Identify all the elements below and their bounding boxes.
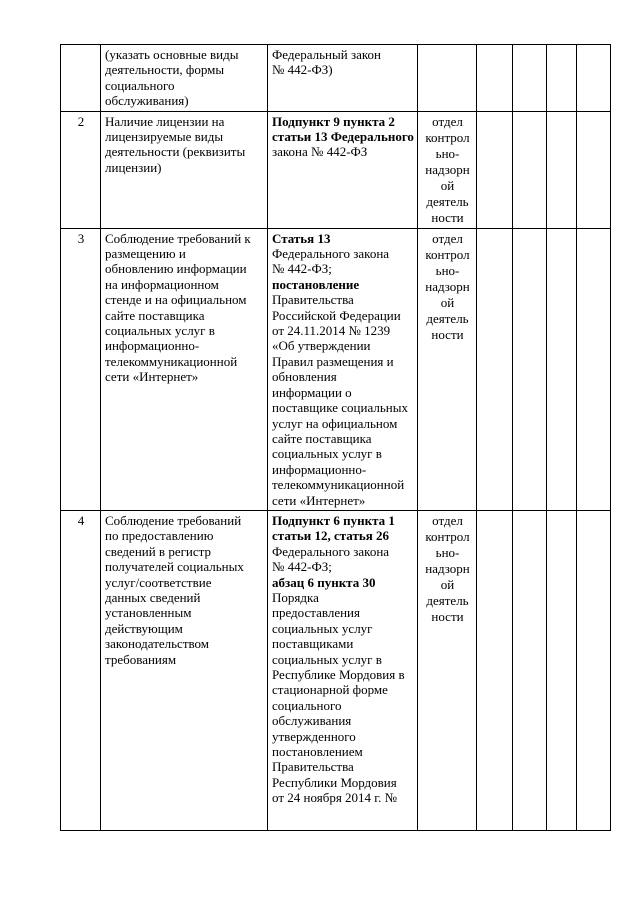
legal-basis-text-line: утвержденного	[272, 728, 356, 744]
row-number: 2	[77, 113, 85, 129]
requirement-text-line: обслуживания)	[105, 93, 189, 109]
requirement-text-line: получателей социальных	[105, 559, 244, 575]
department-text-line: контрол	[425, 246, 470, 262]
legal-basis-text-line: Правил размещения и	[272, 353, 394, 369]
legal-basis-cell	[268, 111, 418, 228]
requirement-text-line: на информационном	[105, 276, 219, 292]
legal-basis-text-line: социальных услуг	[272, 620, 373, 636]
legal-basis-text-line: Республике Мордовия в	[272, 667, 405, 682]
row-number: 4	[77, 512, 85, 528]
requirement-text-line: размещению и	[105, 246, 186, 262]
legal-basis-text-line: постановлением	[272, 744, 363, 760]
legal-basis-text-line: социальных услуг в	[272, 651, 382, 667]
department-text-line: ой	[440, 177, 455, 193]
legal-basis-text-line: Федеральный закон	[272, 47, 381, 62]
department-cell	[418, 45, 477, 112]
department-text-line: отдел	[432, 113, 463, 129]
requirement-text-line: по предоставлению	[105, 528, 214, 544]
legal-basis-text-line: поставщиками	[272, 636, 354, 652]
department-text-line: надзорн	[425, 560, 470, 576]
legal-basis-text-line: поставщике социальных	[272, 400, 408, 416]
legal-basis-text-line: Федерального закона	[272, 246, 390, 262]
empty-cell	[547, 45, 577, 112]
legal-basis-text-line: № 442-ФЗ;	[272, 559, 332, 575]
requirement-text-line: лицензируемые виды	[105, 129, 224, 145]
requirement-text-line: Соблюдение требований к	[105, 230, 251, 246]
department-text-line: ности	[431, 608, 464, 624]
legal-basis-text-line: Подпункт 9 пункта 2	[272, 113, 395, 129]
legal-basis-text-line: от 24.11.2014 № 1239	[272, 323, 391, 339]
department-text-line: ьно-	[435, 145, 460, 161]
department-text-line: надзорн	[425, 161, 470, 177]
legal-basis-text-line: социальных услуг в	[272, 446, 382, 462]
department-text-line: деятель	[426, 193, 469, 209]
department-cell	[418, 111, 477, 228]
legal-basis-text-line: телекоммуникационной	[272, 477, 405, 493]
requirement-text-line: социального	[105, 77, 175, 93]
row-number-cell	[61, 111, 101, 228]
department-text-line: отдел	[432, 230, 463, 246]
legal-basis-text-line: стационарной форме	[272, 682, 388, 698]
requirement-text-line: требованиям	[105, 651, 177, 667]
requirement-text-line: законодательством	[105, 636, 210, 652]
legal-basis-text-line: статьи 13 Федерального	[272, 129, 414, 145]
requirement-text-line: информационно-	[105, 338, 200, 354]
requirement-text-line: установленным	[105, 605, 192, 621]
empty-cell	[547, 228, 577, 510]
legal-basis-text-line: обновления	[272, 369, 337, 385]
legal-basis-cell	[268, 228, 418, 510]
requirement-text-line: сайте поставщика	[105, 307, 205, 323]
legal-basis-text-line: Порядка	[272, 589, 319, 605]
empty-cell	[477, 228, 513, 510]
requirement-text-line: Наличие лицензии на	[105, 113, 225, 129]
legal-basis-cell	[268, 45, 418, 112]
requirement-text-line: данных сведений	[105, 589, 201, 605]
legal-basis-text-line: статьи 12, статья 26	[272, 528, 389, 544]
requirement-cell	[101, 510, 268, 830]
department-cell	[418, 510, 477, 830]
legal-basis-text-line: Российской Федерации	[272, 307, 401, 323]
table-row	[61, 228, 611, 510]
legal-basis-text-line: Подпункт 6 пункта 1	[272, 512, 395, 528]
department-text-line: деятель	[426, 310, 469, 326]
requirement-cell	[101, 228, 268, 510]
legal-basis-text-line: закона № 442-ФЗ	[272, 144, 368, 160]
legal-basis-text-line: Федерального закона	[272, 543, 390, 559]
legal-basis-text-line: Правительства	[272, 292, 354, 308]
department-text-line: ности	[431, 209, 464, 225]
row-number: 3	[77, 230, 85, 246]
legal-basis-text-line: № 442-ФЗ;	[272, 261, 332, 277]
requirement-text-line: телекоммуникационной	[105, 353, 238, 369]
empty-cell	[577, 111, 611, 228]
legal-basis-text-line: № 442-ФЗ)	[272, 62, 333, 78]
legal-basis-text-line: сайте поставщика	[272, 430, 372, 446]
department-text-line: ой	[440, 294, 455, 310]
requirement-text-line: сети «Интернет»	[105, 369, 199, 385]
empty-cell	[513, 228, 547, 510]
empty-cell	[547, 111, 577, 228]
requirement-text-line: деятельности (реквизиты	[105, 144, 246, 160]
department-text-line: контрол	[425, 528, 470, 544]
legal-basis-text-line: Правительства	[272, 759, 354, 775]
department-text-line: контрол	[425, 129, 470, 145]
table-body	[61, 45, 611, 831]
department-text-line: деятель	[426, 592, 469, 608]
requirement-cell	[101, 111, 268, 228]
empty-cell	[477, 45, 513, 112]
legal-basis-text-line: социального	[272, 697, 342, 713]
table-row	[61, 111, 611, 228]
requirement-text-line: (указать основные виды	[105, 47, 239, 62]
empty-cell	[477, 510, 513, 830]
department-text-line: отдел	[432, 512, 463, 528]
legal-basis-text-line: постановление	[272, 276, 360, 292]
legal-basis-text-line: информационно-	[272, 461, 367, 477]
table-row	[61, 45, 611, 112]
row-number-cell	[61, 228, 101, 510]
empty-cell	[577, 510, 611, 830]
department-cell	[418, 228, 477, 510]
empty-cell	[513, 111, 547, 228]
legal-basis-text-line: предоставления	[272, 605, 360, 621]
legal-basis-text-line: от 24 ноября 2014 г. №	[272, 790, 398, 806]
requirements-table	[60, 44, 611, 831]
legal-basis-text-line: информации о	[272, 384, 352, 400]
requirement-text-line: социальных услуг в	[105, 323, 215, 339]
department-text-line: ьно-	[435, 544, 460, 560]
requirement-text-line: действующим	[105, 620, 183, 636]
requirement-text-line: деятельности, формы	[105, 62, 225, 78]
empty-cell	[577, 45, 611, 112]
row-number-cell	[61, 510, 101, 830]
department-text-line: ьно-	[435, 262, 460, 278]
legal-basis-text-line: «Об утверждении	[272, 338, 371, 354]
requirement-text-line: стенде и на официальном	[105, 292, 247, 308]
department-text-line: ой	[440, 576, 455, 592]
legal-basis-text-line: услуг на официальном	[272, 415, 398, 431]
legal-basis-text-line: Статья 13	[272, 230, 331, 246]
empty-cell	[547, 510, 577, 830]
department-text-line: надзорн	[425, 278, 470, 294]
requirement-text-line: обновлению информации	[105, 261, 247, 277]
requirement-text-line: услуг/соответствие	[105, 574, 212, 590]
empty-cell	[513, 45, 547, 112]
department-text-line: ности	[431, 326, 464, 342]
legal-basis-text-line: обслуживания	[272, 713, 352, 729]
empty-cell	[577, 228, 611, 510]
requirement-text-line: Соблюдение требований	[105, 512, 242, 528]
legal-basis-text-line: абзац 6 пункта 30	[272, 574, 376, 590]
empty-cell	[513, 510, 547, 830]
table-row	[61, 510, 611, 830]
row-number-cell	[61, 45, 101, 112]
legal-basis-text-line: Республики Мордовия	[272, 774, 397, 790]
requirement-text-line: сведений в регистр	[105, 543, 211, 559]
empty-cell	[477, 111, 513, 228]
legal-basis-text-line: сети «Интернет»	[272, 492, 366, 508]
requirement-cell	[101, 45, 268, 112]
legal-basis-cell	[268, 510, 418, 830]
requirement-text-line: лицензии)	[105, 159, 162, 175]
